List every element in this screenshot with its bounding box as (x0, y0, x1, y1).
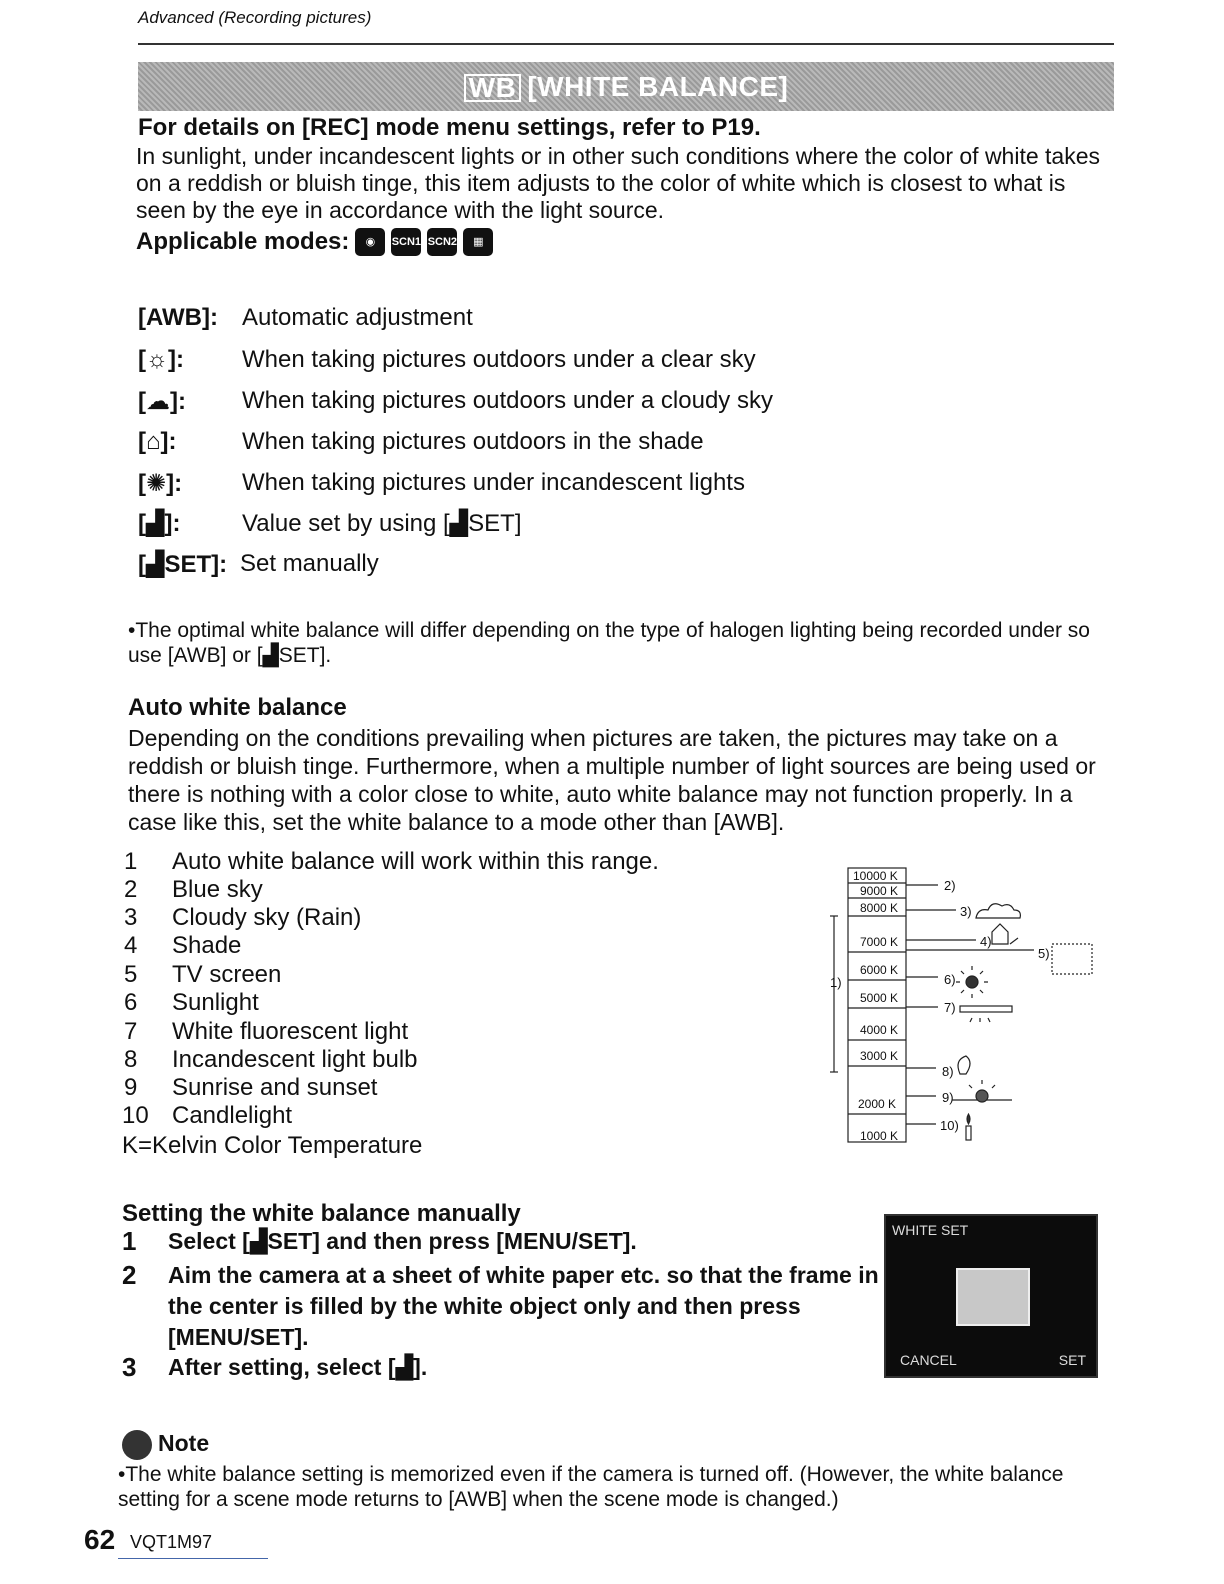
cloud-icon (976, 904, 1020, 918)
wb-desc: When taking pictures under incandescent lights (242, 469, 745, 496)
custom-wb-set-icon: [▟SET]: (138, 551, 228, 578)
sun-icon: [☼]: (138, 346, 184, 373)
callout-4: 4) (980, 934, 992, 949)
shade-icon (992, 924, 1018, 944)
section-title-bar (138, 62, 1114, 111)
scale-label: 5000 K (860, 991, 899, 1005)
callout-9: 9) (942, 1090, 954, 1105)
wb-desc: Automatic adjustment (242, 304, 473, 331)
fluorescent-icon (960, 1006, 1012, 1012)
bulb-icon (958, 1056, 970, 1074)
callout-1: 1) (830, 975, 842, 990)
set-label: SET (1058, 1352, 1086, 1368)
scale-label: 1000 K (860, 1129, 899, 1143)
kelvin-scale-diagram (820, 860, 1110, 1160)
film-icon: ▦ (463, 228, 493, 256)
scn2-icon: SCN2 (427, 228, 457, 256)
scale-label: 3000 K (860, 1049, 899, 1063)
auto-wb-body: Depending on the conditions prevailing when pictures are taken, the pictures may take on a reddish or bluish tinge. Furthermore, when a multiple number of light sources are being used or there is nothing with a color close to white, auto white balance may not function properly. In a case like this, set the white balance to a mode other than [AWB]. (128, 725, 1096, 835)
shade-icon: [⌂]: (138, 428, 177, 455)
intro-body: In sunlight, under incandescent lights or in other such conditions where the color of white takes on a reddish or bluish tinge, this item adjusts to the color of white which is closest to what is seen by the eye in accordance with the light source. (136, 143, 1101, 223)
manual-heading: Setting the white balance manually (122, 1200, 521, 1227)
document-code: VQT1M97 (130, 1532, 213, 1552)
tv-screen-icon (1052, 944, 1092, 974)
scale-label: 6000 K (860, 963, 899, 977)
candle-icon (966, 1126, 971, 1140)
cancel-label: CANCEL (900, 1352, 957, 1368)
modes-label: Applicable modes: (136, 228, 350, 255)
callout-7: 7) (944, 1000, 956, 1015)
callout-8: 8) (942, 1064, 954, 1079)
header-divider (138, 43, 1114, 45)
wb-desc: Value set by using [▟SET] (242, 510, 522, 537)
scale-label: 4000 K (860, 1023, 899, 1037)
bulb-icon: [✺]: (138, 470, 183, 497)
note-icon (122, 1430, 152, 1460)
cloud-icon: [☁]: (138, 388, 186, 415)
footer-divider (118, 1558, 268, 1559)
wb-desc: Set manually (240, 550, 379, 577)
custom-wb-icon: [▟]: (138, 510, 181, 537)
auto-wb-heading: Auto white balance (128, 694, 347, 721)
scale-label: 10000 K (853, 869, 898, 883)
halogen-note: •The optimal white balance will differ depending on the type of halogen lighting being recorded under so use [AWB] or [▟SET]. (128, 619, 1090, 667)
scale-label: 8000 K (860, 901, 899, 915)
kelvin-note: K=Kelvin Color Temperature (122, 1132, 423, 1159)
callout-2: 2) (944, 878, 956, 893)
white-set-screen (884, 1214, 1098, 1378)
note-body: •The white balance setting is memorized even if the camera is turned off. (However, the white balance setting for a scene mode returns to [AWB] when the scene mode is changed.) (118, 1463, 1064, 1511)
scale-label: 7000 K (860, 935, 899, 949)
wb-desc: When taking pictures outdoors under a cloudy sky (242, 387, 773, 414)
section-title-text: [WHITE BALANCE] (527, 70, 789, 102)
callout-5: 5) (1038, 946, 1050, 961)
wb-desc: When taking pictures outdoors under a clear sky (242, 346, 756, 373)
wb-key: [AWB]: (138, 304, 218, 331)
wb-icon: WB (464, 74, 522, 102)
scn1-icon: SCN1 (391, 228, 421, 256)
white-frame (956, 1268, 1030, 1326)
note-label: Note (158, 1430, 210, 1456)
scale-label: 2000 K (858, 1097, 897, 1111)
applicable-modes (136, 228, 493, 256)
sun-icon (966, 976, 978, 988)
scale-label: 9000 K (860, 884, 899, 898)
page-number: 62 (84, 1524, 116, 1555)
section-header: Advanced (Recording pictures) (138, 8, 372, 27)
intro-heading: For details on [REC] mode menu settings, refer to P19. (138, 114, 761, 141)
sunrise-icon (976, 1090, 988, 1102)
callout-3: 3) (960, 904, 972, 919)
screen-title: WHITE SET (892, 1222, 969, 1238)
section-title (464, 71, 789, 103)
callout-6: 6) (944, 972, 956, 987)
camera-icon: ◉ (355, 228, 385, 256)
callout-10: 10) (940, 1118, 959, 1133)
wb-desc: When taking pictures outdoors in the shade (242, 428, 704, 455)
